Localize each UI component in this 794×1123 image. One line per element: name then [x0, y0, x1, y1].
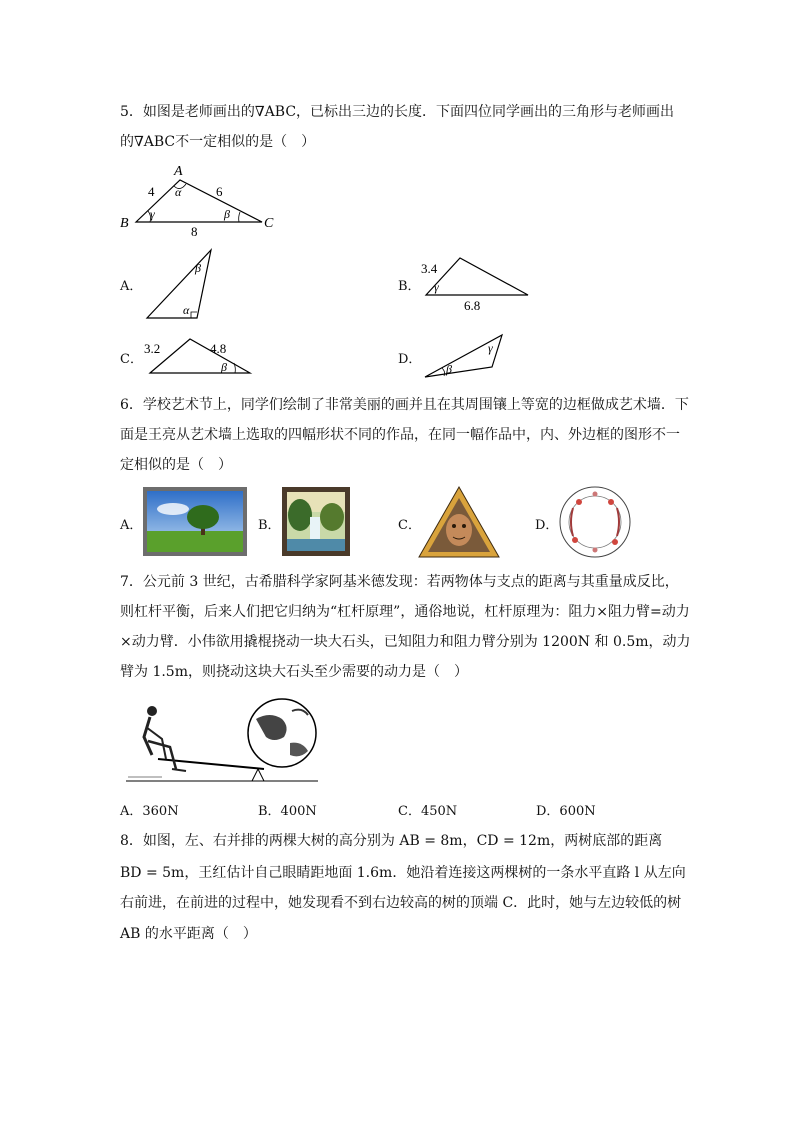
q7-line-3: ×动力臂．小伟欲用撬棍挠动一块大石头，已知阻力和阻力臂分别为 1200N 和 0.5m，动力 [120, 634, 691, 650]
q6-option-a-tree-painting [143, 487, 247, 556]
q5-option-d-label: D． [398, 352, 422, 367]
svg-text:γ: γ [434, 280, 439, 294]
q5-option-a-triangle [145, 248, 215, 320]
q7-choice-a: A．360N [120, 804, 179, 819]
q6-line-1: 6．学校艺术节上，同学们绘制了非常美丽的画并且在其周围镶上等宽的边框做成艺术墙．下 [120, 397, 689, 413]
q7-lever-illustration [122, 697, 322, 785]
svg-text:α: α [183, 303, 190, 317]
q6-line-3: 定相似的是（ ） [120, 457, 232, 473]
side-bc-label: 8 [191, 224, 198, 239]
svg-text:β: β [446, 362, 452, 376]
angle-c-label: β [224, 207, 230, 221]
vertex-b-label: B [120, 216, 129, 231]
svg-text:3.4: 3.4 [421, 261, 438, 276]
q6-line-2: 面是王亮从艺术墙上选取的四幅形状不同的作品，在同一幅作品中，内、外边框的图形不一 [120, 427, 680, 443]
q6-option-a-label: A． [120, 518, 143, 533]
q8-line-3: 右前进，在前进的过程中，她发现看不到右边较高的树的顶端 C．此时，她与左边较低的树 [120, 895, 682, 911]
q8-line-2: BD = 5m，王红估计自己眼睛距地面 1.6m．她沿着连接这两棵树的一条水平直路 l 从左向 [120, 865, 686, 881]
q6-option-d-label: D． [535, 518, 559, 533]
q5-option-a-label: A． [120, 279, 143, 294]
side-ac-label: 6 [216, 184, 223, 199]
angle-b-label: γ [150, 207, 155, 221]
q6-option-c-triangle-sculpture [418, 486, 500, 558]
q5-option-b-label: B． [398, 279, 421, 294]
side-ab-label: 4 [148, 184, 155, 199]
svg-text:3.2: 3.2 [144, 341, 161, 356]
q5-line-2: 的∇ABC不一定相似的是（ ） [120, 134, 316, 150]
vertex-a-label: A [174, 164, 183, 179]
q7-line-4: 臂为 1.5m，则挠动这块大石头至少需要的动力是（ ） [120, 664, 468, 680]
svg-text:γ: γ [488, 341, 493, 355]
svg-text:6.8: 6.8 [464, 298, 481, 313]
angle-a-label: α [175, 185, 182, 199]
q7-choice-c: C．450N [398, 804, 458, 819]
q7-choice-d: D．600N [536, 804, 596, 819]
q6-option-b-label: B． [258, 518, 281, 533]
q6-option-c-label: C． [398, 518, 421, 533]
vertex-c-label: C [264, 216, 274, 231]
q8-line-1: 8．如图，左、右并排的两棵大树的高分别为 AB = 8m，CD = 12m，两树底部的距离 [120, 833, 663, 849]
q6-option-b-waterfall-painting [282, 487, 350, 556]
q5-main-triangle [118, 160, 288, 240]
svg-text:β: β [221, 360, 227, 374]
q5-option-d-triangle [422, 332, 507, 380]
q7-choice-b: B．400N [258, 804, 317, 819]
q5-line-1: 5．如图是老师画出的∇ABC，已标出三边的长度．下面四位同学画出的三角形与老师画出 [120, 104, 675, 120]
q7-line-2: 则杠杆平衡，后来人们把它归纳为“杠杆原理”，通俗地说，杠杆原理为：阻力×阻力臂=动力 [120, 604, 690, 620]
q5-option-c-triangle [142, 333, 257, 378]
q5-option-b-triangle [418, 255, 533, 315]
q8-line-4: AB 的水平距离（ ） [120, 926, 257, 942]
q6-option-d-circular-plate [559, 486, 631, 558]
svg-text:β: β [195, 261, 201, 275]
svg-text:4.8: 4.8 [210, 341, 227, 356]
q5-option-c-label: C． [120, 352, 143, 367]
q7-line-1: 7．公元前 3 世纪，古希腊科学家阿基米德发现：若两物体与支点的距离与其重量成反比， [120, 574, 679, 590]
